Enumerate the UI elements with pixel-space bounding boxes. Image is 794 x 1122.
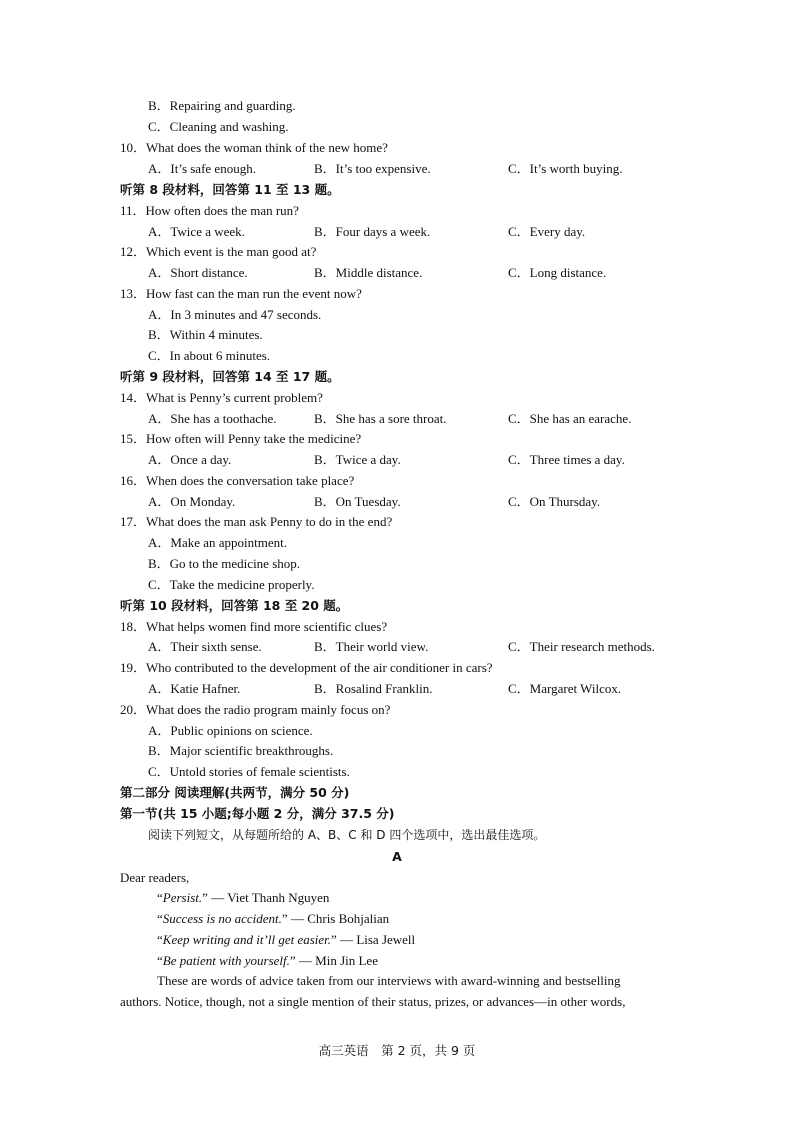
quote-line — [157, 953, 378, 969]
section-9-heading: 听第 9 段材料，回答第 14 至 17 题。 — [120, 369, 340, 384]
reading-instruction: 阅读下列短文，从每题所给的 A、B、C 和 D 四个选项中，选出最佳选项。 — [148, 828, 546, 842]
quote-text: Keep writing and it’ll get easier. — [162, 932, 332, 947]
q13-option-c: C．In about 6 minutes. — [148, 348, 271, 363]
q14-option-b: B．She has a sore throat. — [314, 411, 447, 426]
q16-option-b: B．On Tuesday. — [314, 494, 401, 509]
section-1-heading: 第一节(共 15 小题;每小题 2 分，满分 37.5 分) — [120, 806, 395, 821]
q17-option-c: C．Take the medicine properly. — [148, 577, 315, 592]
q15-stem: 15．How often will Penny take the medicine? — [120, 431, 362, 446]
q19-option-c: C．Margaret Wilcox. — [508, 681, 622, 696]
q11-option-b: B．Four days a week. — [314, 224, 431, 239]
q13-option-b: B．Within 4 minutes. — [148, 327, 263, 342]
q20-option-a: A．Public opinions on science. — [148, 723, 313, 738]
part-2-heading: 第二部分 阅读理解(共两节，满分 50 分) — [120, 785, 350, 800]
q19-option-a: A．Katie Hafner. — [148, 681, 241, 696]
passage-text-line-2: authors. Notice, though, not a single mention of their status, prizes, or advances—in other words, — [120, 994, 626, 1009]
quote-author: ” — Min Jin Lee — [289, 953, 378, 968]
q16-option-c: C．On Thursday. — [508, 494, 601, 509]
q20-stem: 20．What does the radio program mainly focus on? — [120, 702, 391, 717]
q16-stem: 16．When does the conversation take place? — [120, 473, 355, 488]
quote-text: Be patient with yourself. — [162, 953, 290, 968]
q15-option-a: A．Once a day. — [148, 452, 232, 467]
q13-option-a: A．In 3 minutes and 47 seconds. — [148, 307, 322, 322]
section-8-heading: 听第 8 段材料，回答第 11 至 13 题。 — [120, 182, 340, 197]
q12-stem: 12．Which event is the man good at? — [120, 244, 317, 259]
q9-option-b: B．Repairing and guarding. — [148, 98, 296, 113]
q9-option-c: C．Cleaning and washing. — [148, 119, 289, 134]
passage-label: A — [392, 849, 402, 864]
q14-stem: 14．What is Penny’s current problem? — [120, 390, 323, 405]
q16-option-a: A．On Monday. — [148, 494, 236, 509]
q19-option-b: B．Rosalind Franklin. — [314, 681, 433, 696]
quote-author: ” — Lisa Jewell — [331, 932, 416, 947]
quote-open: “ — [157, 932, 163, 947]
q20-option-c: C．Untold stories of female scientists. — [148, 764, 350, 779]
quote-line — [157, 890, 329, 906]
q12-option-c: C．Long distance. — [508, 265, 607, 280]
q18-stem: 18．What helps women find more scientific clues? — [120, 619, 388, 634]
section-10-heading: 听第 10 段材料，回答第 18 至 20 题。 — [120, 598, 349, 613]
q15-option-b: B．Twice a day. — [314, 452, 401, 467]
q15-option-c: C．Three times a day. — [508, 452, 625, 467]
q17-option-a: A．Make an appointment. — [148, 535, 287, 550]
q14-option-a: A．She has a toothache. — [148, 411, 277, 426]
q12-option-b: B．Middle distance. — [314, 265, 423, 280]
q10-option-c: C．It’s worth buying. — [508, 161, 623, 176]
quote-line — [157, 911, 389, 927]
q11-stem: 11．How often does the man run? — [120, 203, 299, 218]
quote-text: Success is no accident. — [162, 911, 282, 926]
quote-open: “ — [157, 911, 163, 926]
q11-option-c: C．Every day. — [508, 224, 586, 239]
q13-stem: 13．How fast can the man run the event now? — [120, 286, 362, 301]
quote-open: “ — [157, 953, 163, 968]
q19-stem: 19．Who contributed to the development of the air conditioner in cars? — [120, 660, 493, 675]
q18-option-b: B．Their world view. — [314, 639, 429, 654]
q12-option-a: A．Short distance. — [148, 265, 248, 280]
q10-option-b: B．It’s too expensive. — [314, 161, 431, 176]
page-footer: 高三英语 第 2 页，共 9 页 — [318, 1043, 476, 1058]
q17-stem: 17．What does the man ask Penny to do in the end? — [120, 514, 393, 529]
quote-open: “ — [157, 890, 163, 905]
q10-option-a: A．It’s safe enough. — [148, 161, 256, 176]
q18-option-a: A．Their sixth sense. — [148, 639, 262, 654]
q18-option-c: C．Their research methods. — [508, 639, 655, 654]
quote-text: Persist. — [162, 890, 203, 905]
q14-option-c: C．She has an earache. — [508, 411, 632, 426]
q10-stem: 10．What does the woman think of the new home? — [120, 140, 388, 155]
quote-line — [157, 932, 415, 948]
salutation: Dear readers, — [120, 870, 190, 885]
q17-option-b: B．Go to the medicine shop. — [148, 556, 301, 571]
q20-option-b: B．Major scientific breakthroughs. — [148, 743, 334, 758]
quote-author: ” — Chris Bohjalian — [281, 911, 390, 926]
quote-author: ” — Viet Thanh Nguyen — [202, 890, 330, 905]
q11-option-a: A．Twice a week. — [148, 224, 245, 239]
passage-text-line-1: These are words of advice taken from our interviews with award-winning and bestselling — [157, 973, 621, 988]
